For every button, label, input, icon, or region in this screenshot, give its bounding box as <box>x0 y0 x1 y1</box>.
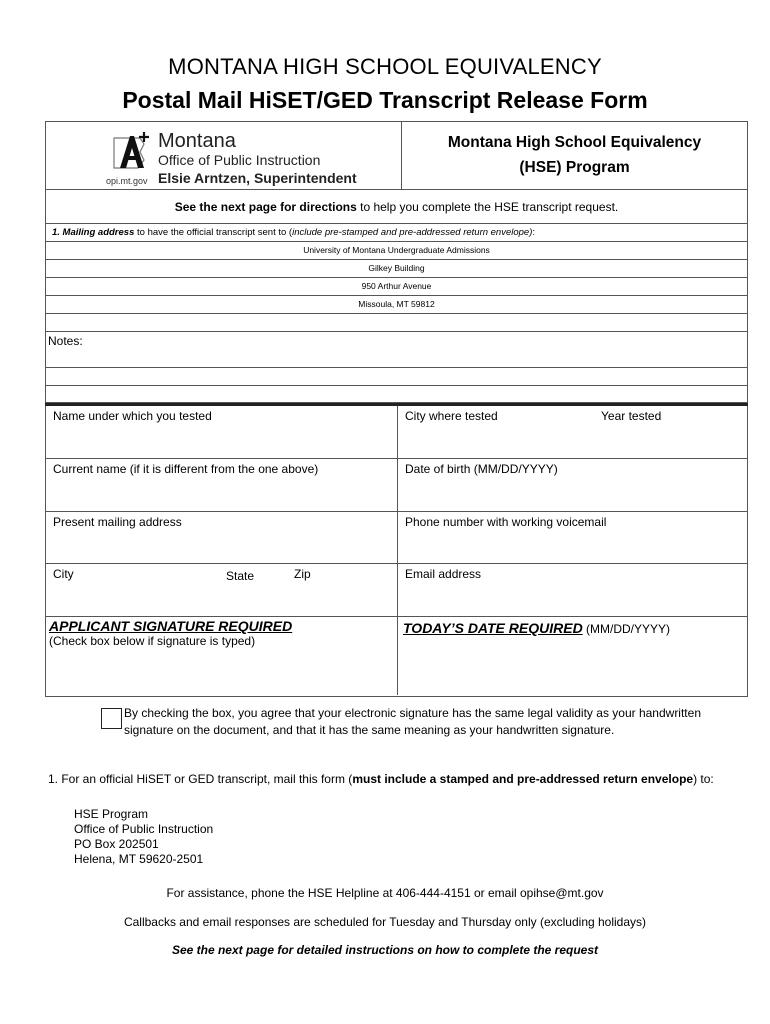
form-title-line1: MONTANA HIGH SCHOOL EQUIVALENCY <box>168 54 602 79</box>
dob-field[interactable] <box>398 459 747 511</box>
dob-label: Date of birth (MM/DD/YYYY) <box>405 462 558 476</box>
notes-field[interactable] <box>46 332 747 368</box>
program-heading <box>402 122 747 189</box>
program-line1: Montana High School Equivalency <box>447 134 702 151</box>
mailing-address-field-label: Present mailing address <box>53 515 182 529</box>
typed-signature-checkbox[interactable] <box>101 708 122 729</box>
notes-label: Notes: <box>48 334 83 348</box>
logo-superintendent: Elsie Arntzen, Superintendent <box>158 170 357 186</box>
date-field[interactable] <box>398 617 747 695</box>
step1-bold: must include a stamped and pre-addressed return envelope <box>352 772 694 786</box>
signature-title: APPLICANT SIGNATURE REQUIRED <box>49 618 293 634</box>
mailing-line-2[interactable]: Gilkey Building <box>46 260 747 278</box>
name-tested-label: Name under which you tested <box>53 409 212 423</box>
address-line-4: Helena, MT 59620-2501 <box>74 852 204 866</box>
city-state-zip-field[interactable] <box>46 564 398 616</box>
address-line-2: Office of Public Instruction <box>74 822 214 836</box>
date-title: TODAY’S DATE REQUIRED <box>403 620 583 636</box>
opi-logo <box>46 122 402 189</box>
assistance-text: For assistance, phone the HSE Helpline at 406-444-4151 or email opihse@mt.gov <box>166 886 604 900</box>
mailing-line-5[interactable] <box>46 314 747 332</box>
mailing-line-1[interactable]: University of Montana Undergraduate Admissions <box>46 242 747 260</box>
phone-field[interactable] <box>398 512 747 563</box>
directions-text: to help you complete the HSE transcript request. <box>356 200 619 214</box>
directions-row <box>45 190 748 224</box>
grid-row-5 <box>46 617 747 695</box>
zip-label: Zip <box>294 567 311 581</box>
logo-office: Office of Public Instruction <box>158 152 321 168</box>
instruction-step-1 <box>48 772 714 786</box>
signature-note: (Check box below if signature is typed) <box>49 634 256 648</box>
city-year-tested-field[interactable] <box>398 406 747 458</box>
address-line-1: HSE Program <box>74 807 149 821</box>
year-tested-label: Year tested <box>601 409 662 423</box>
signature-field[interactable] <box>46 617 398 695</box>
grid-row-3 <box>46 512 747 564</box>
email-label: Email address <box>405 567 482 581</box>
state-label: State <box>226 569 255 583</box>
current-name-label: Current name (if it is different from the one above) <box>53 462 319 476</box>
notes-line-3[interactable] <box>46 386 747 402</box>
mailing-address-label <box>46 224 747 242</box>
grid-row-2 <box>46 459 747 512</box>
city-tested-label: City where tested <box>405 409 498 423</box>
consent-text: By checking the box, you agree that your electronic signature has the same legal validity as your handwritten signature on the document, and that it has the same meaning as your handwritten signature. <box>124 706 701 737</box>
mailing-line-3[interactable]: 950 Arthur Avenue <box>46 278 747 296</box>
montana-opi-logo-icon <box>110 130 154 174</box>
logo-name: Montana <box>158 130 236 152</box>
mailing-address-field[interactable] <box>46 512 398 563</box>
mailing-label-italic: include pre-stamped and pre-addressed return envelope) <box>292 227 533 238</box>
applicant-info-grid <box>45 406 748 697</box>
email-field[interactable] <box>398 564 747 616</box>
date-format: (MM/DD/YYYY) <box>582 622 671 636</box>
hse-mailing-address <box>74 807 213 867</box>
grid-row-4 <box>46 564 747 617</box>
mailing-label-text: to have the official transcript sent to ( <box>134 227 293 238</box>
step1-text: 1. For an official HiSET or GED transcript, mail this form ( <box>48 772 353 786</box>
phone-label: Phone number with working voicemail <box>405 515 607 529</box>
current-name-field[interactable] <box>46 459 398 511</box>
mailing-label-end: : <box>532 227 536 238</box>
logo-url: opi.mt.gov <box>106 176 148 186</box>
header-box <box>45 121 748 190</box>
name-tested-field[interactable] <box>46 406 398 458</box>
next-page-note: See the next page for detailed instructions on how to complete the request <box>171 943 599 957</box>
program-line2: (HSE) Program <box>519 159 630 176</box>
mailing-address-section <box>45 224 748 403</box>
directions-bold: See the next page for directions <box>174 200 357 214</box>
city-label: City <box>53 567 74 581</box>
notes-line-2[interactable] <box>46 368 747 386</box>
form-title-line2: Postal Mail HiSET/GED Transcript Release Form <box>122 87 648 113</box>
step1-end: ) to: <box>693 772 714 786</box>
callbacks-text: Callbacks and email responses are scheduled for Tuesday and Thursday only (excluding holidays) <box>123 915 647 929</box>
address-line-3: PO Box 202501 <box>74 837 159 851</box>
mailing-line-4[interactable]: Missoula, MT 59812 <box>46 296 747 314</box>
grid-row-1 <box>46 406 747 459</box>
mailing-label-bold: 1. Mailing address <box>52 227 135 238</box>
